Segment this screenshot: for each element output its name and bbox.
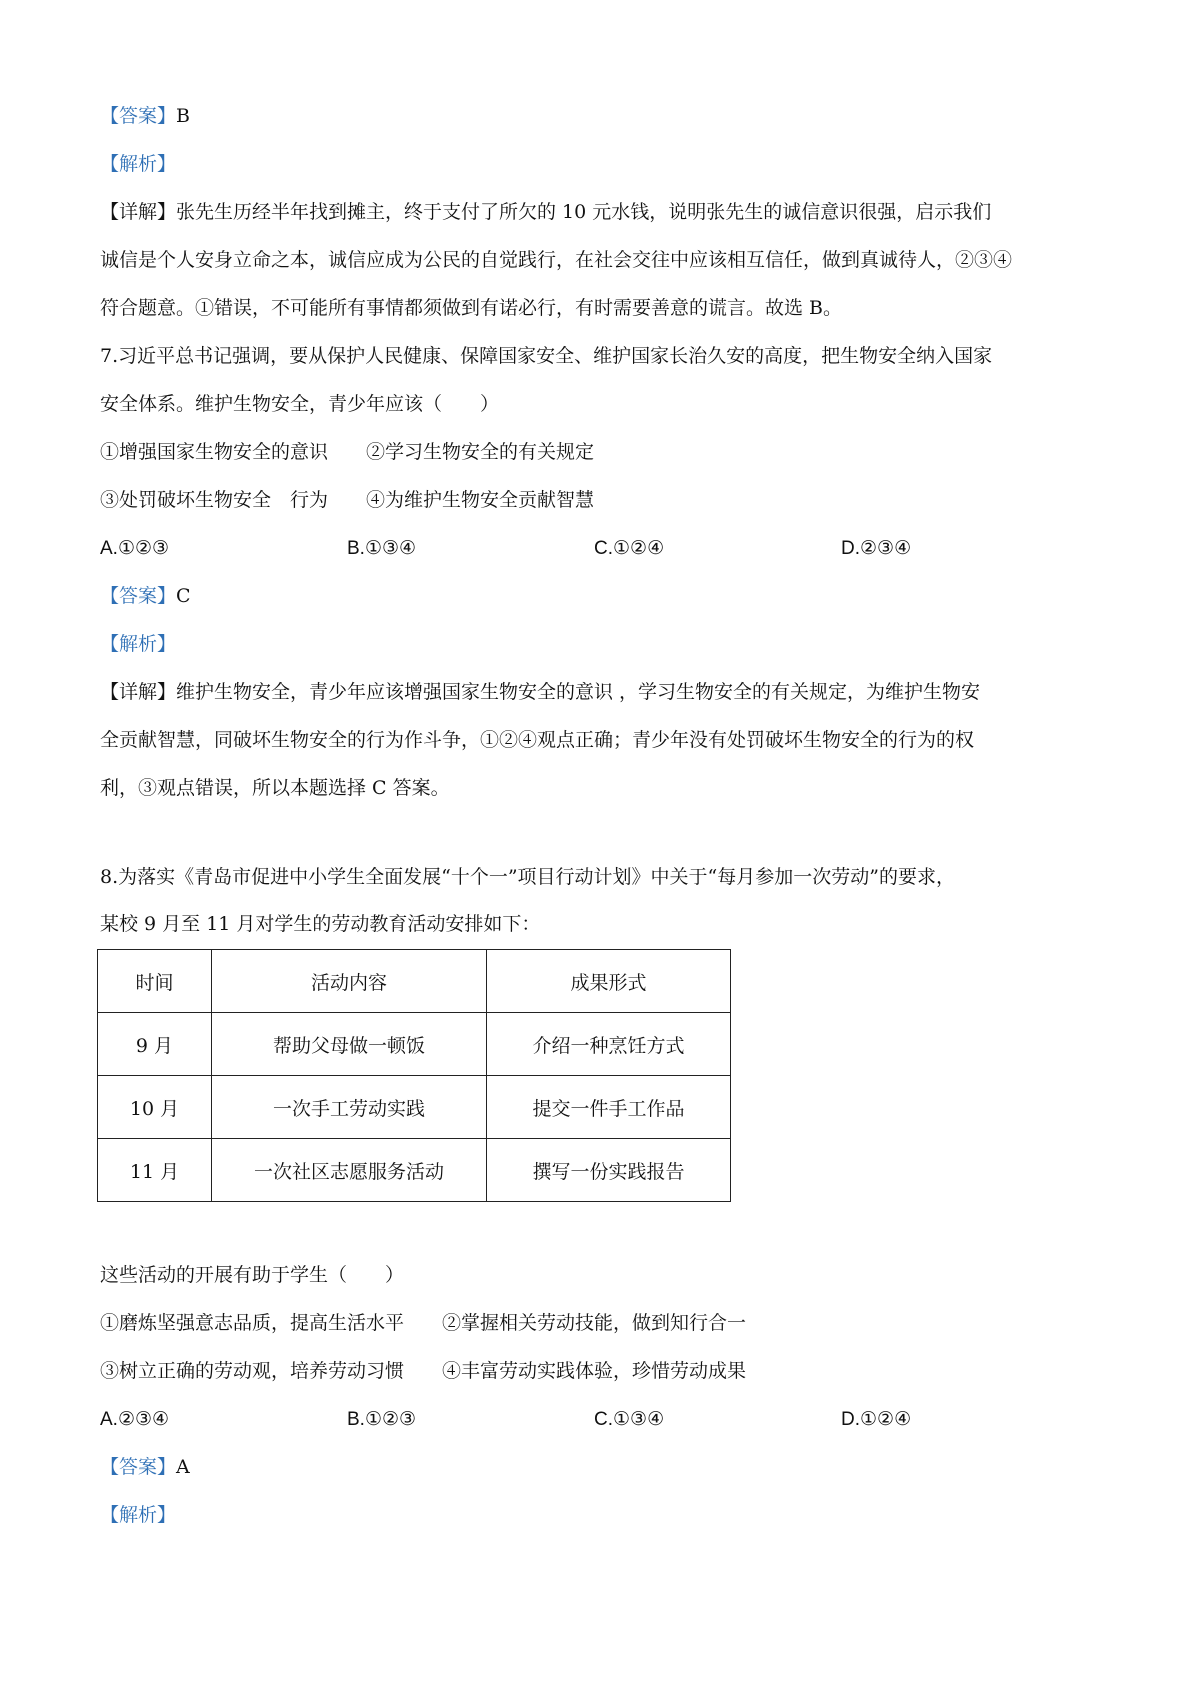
- q8-stem-line-1: 8.为落实《青岛市促进中小学生全面发展“十个一”项目行动计划》中关于“每月参加一次劳动”的要求，: [100, 866, 955, 888]
- table-row: [98, 1139, 731, 1202]
- option-c: C.①②④: [594, 537, 665, 559]
- table-cell: 一次手工劳动实践: [212, 1076, 487, 1139]
- answer-value: C: [176, 585, 191, 607]
- q6-detail-line-2: 诚信是个人安身立命之本，诚信应成为公民的自觉践行，在社会交往中应该相互信任，做到真诚待人，②③④: [100, 249, 1013, 271]
- q8-stem-line-2: 某校 9 月至 11 月对学生的劳动教育活动安排如下：: [100, 913, 541, 935]
- q7-answer-line: [100, 584, 191, 608]
- option-a: A.②③④: [100, 1408, 170, 1430]
- q8-statement-2: ③树立正确的劳动观，培养劳动习惯 ④丰富劳动实践体验，珍惜劳动成果: [100, 1360, 747, 1382]
- option-d: D.②③④: [841, 537, 912, 559]
- q7-stem-line-1: 7.习近平总书记强调，要从保护人民健康、保障国家安全、维护国家长治久安的高度，把生物安全纳入国家: [100, 345, 993, 367]
- schedule-table: [97, 949, 731, 1202]
- table-cell: 提交一件手工作品: [487, 1076, 731, 1139]
- option-c: C.①③④: [594, 1408, 665, 1430]
- q7-detail-line-1: [100, 680, 980, 704]
- table-cell: 一次社区志愿服务活动: [212, 1139, 487, 1202]
- header-cell: 成果形式: [487, 950, 731, 1013]
- table-header-row: [98, 950, 731, 1013]
- option-b: B.①③④: [347, 537, 417, 559]
- q7-detail-line-2: 全贡献智慧，同破坏生物安全的行为作斗争，①②④观点正确；青少年没有处罚破坏生物安全的行为的权: [100, 729, 975, 751]
- header-cell: 时间: [98, 950, 212, 1013]
- table-cell: 10 月: [98, 1076, 212, 1139]
- table-cell: 帮助父母做一顿饭: [212, 1013, 487, 1076]
- table-cell: 11 月: [98, 1139, 212, 1202]
- table-cell: 9 月: [98, 1013, 212, 1076]
- header-cell: 活动内容: [212, 950, 487, 1013]
- answer-value: B: [176, 105, 190, 127]
- q7-statement-2: ③处罚破坏生物安全 行为 ④为维护生物安全贡献智慧: [100, 489, 595, 511]
- q7-detail-line-3: 利，③观点错误，所以本题选择 C 答案。: [100, 777, 450, 799]
- detail-text: 张先生历经半年找到摊主，终于支付了所欠的 10 元水钱，说明张先生的诚信意识很强，启示我们: [176, 201, 992, 223]
- detail-tag: 【详解】: [100, 201, 177, 223]
- q7-analysis-tag: 【解析】: [100, 633, 177, 655]
- q6-analysis-tag: 【解析】: [100, 153, 177, 175]
- q8-question: 这些活动的开展有助于学生（ ）: [100, 1264, 405, 1286]
- q6-detail-line-3: 符合题意。①错误，不可能所有事情都须做到有诺必行，有时需要善意的谎言。故选 B。: [100, 297, 843, 319]
- q8-analysis-tag: 【解析】: [100, 1504, 177, 1526]
- answer-tag: 【答案】: [100, 105, 177, 127]
- q8-statement-1: ①磨炼坚强意志品质，提高生活水平 ②掌握相关劳动技能，做到知行合一: [100, 1312, 747, 1334]
- option-d: D.①②④: [841, 1408, 912, 1430]
- answer-tag: 【答案】: [100, 585, 177, 607]
- q6-answer-line: [100, 104, 190, 128]
- answer-value: A: [176, 1456, 190, 1478]
- table-row: [98, 1076, 731, 1139]
- q6-detail-line-1: [100, 200, 991, 224]
- answer-tag: 【答案】: [100, 1456, 177, 1478]
- detail-text: 维护生物安全，青少年应该增强国家生物安全的意识 ，学习生物安全的有关规定，为维护生物安: [176, 681, 981, 703]
- table-row: [98, 1013, 731, 1076]
- option-b: B.①②③: [347, 1408, 417, 1430]
- table-cell: 撰写一份实践报告: [487, 1139, 731, 1202]
- q7-statement-1: ①增强国家生物安全的意识 ②学习生物安全的有关规定: [100, 441, 595, 463]
- q7-stem-line-2: 安全体系。维护生物安全，青少年应该（ ）: [100, 393, 500, 415]
- table-cell: 介绍一种烹饪方式: [487, 1013, 731, 1076]
- option-a: A.①②③: [100, 537, 170, 559]
- detail-tag: 【详解】: [100, 681, 177, 703]
- q8-answer-line: [100, 1455, 190, 1479]
